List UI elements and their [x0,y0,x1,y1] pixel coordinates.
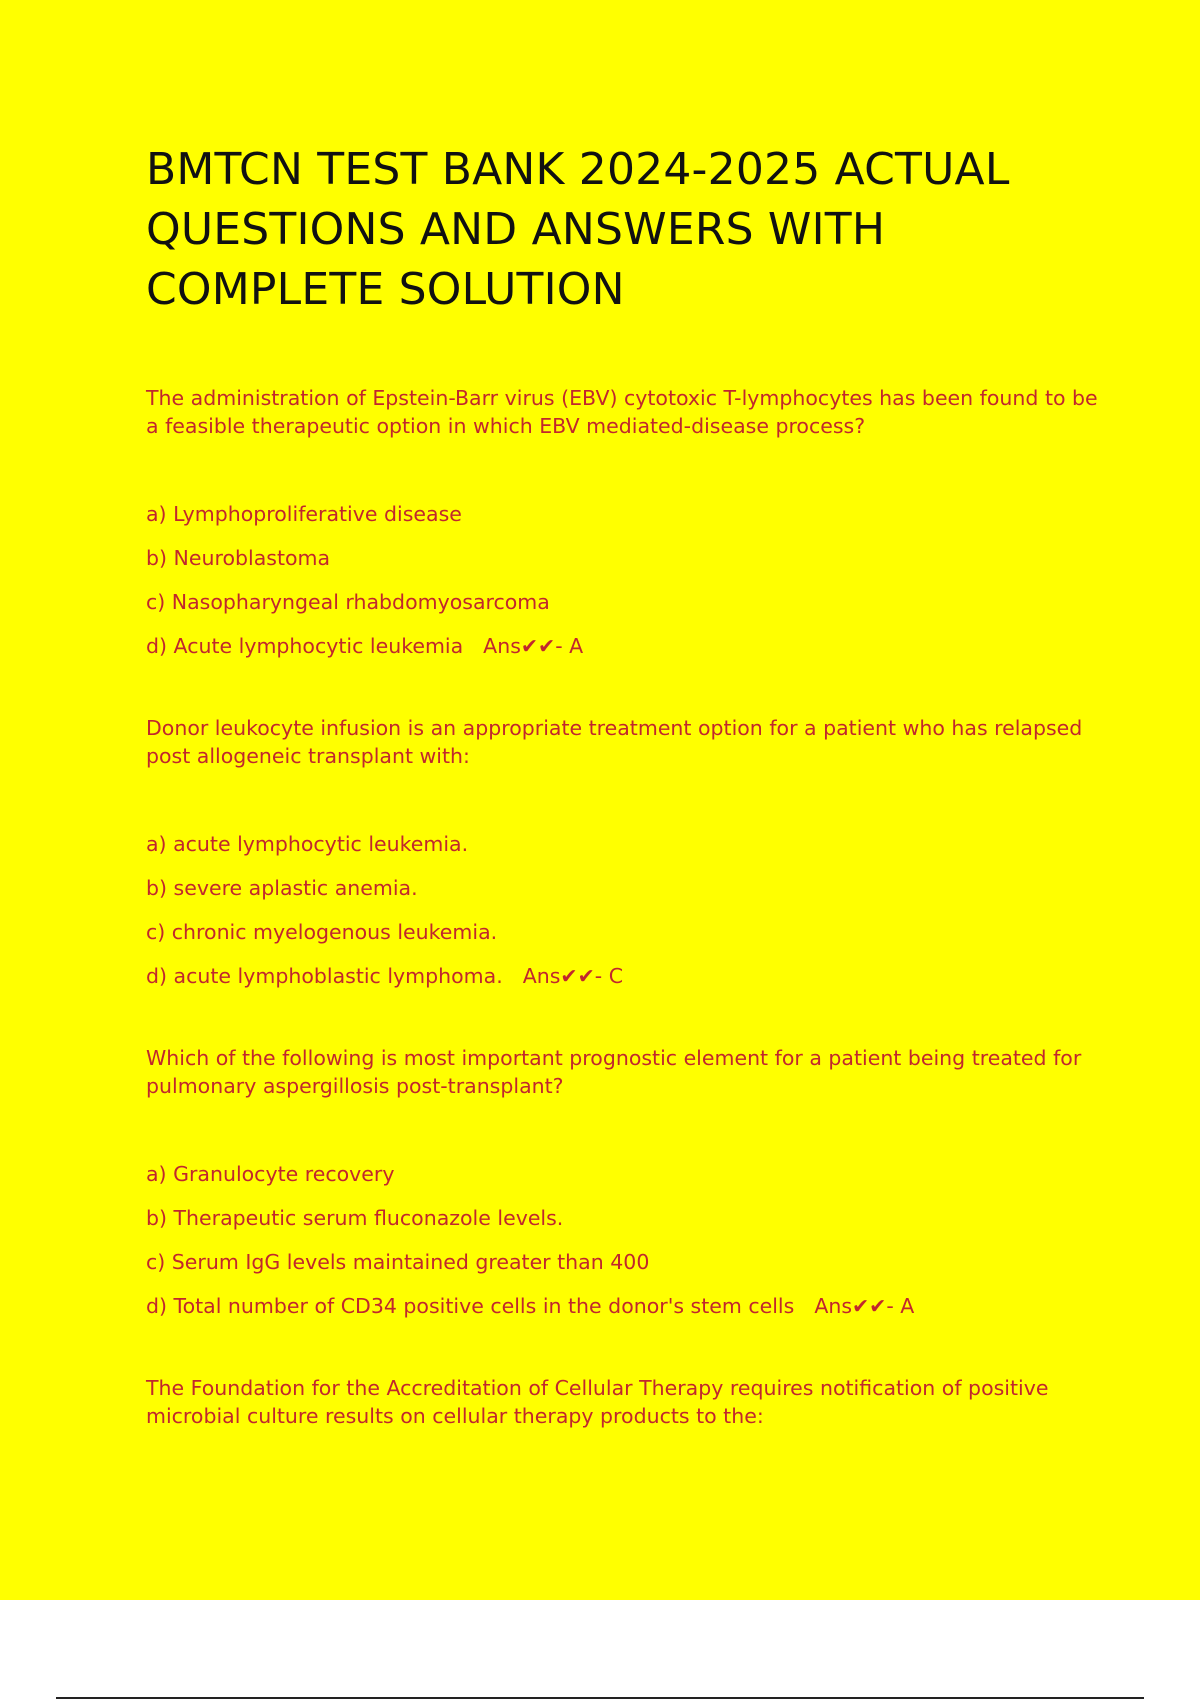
question-block [146,714,1106,990]
option-b: b) Neuroblastoma [146,546,331,570]
answer-key: Ans✔✔- C [522,964,624,988]
answer-key: Ans✔✔- A [483,634,584,658]
option-d: d) Total number of CD34 positive cells in the donor's stem cells [146,1294,795,1318]
option-d: d) acute lymphoblastic lymphoma. [146,964,503,988]
question-block [146,1374,1106,1430]
question-text: Which of the following is most important prognostic element for a patient being treated for pulmonary aspergillosis post-transplant? [146,1046,1082,1098]
document-content [146,140,1106,1430]
option-c: c) chronic myelogenous leukemia. [146,920,498,944]
option-a: a) Granulocyte recovery [146,1162,395,1186]
page-bottom-divider [56,1697,1144,1699]
option-d-with-answer [146,632,1106,660]
question-text: The administration of Epstein-Barr virus (EBV) cytotoxic T-lymphocytes has been found to be a feasible therapeutic option in which EBV mediated-disease process? [146,386,1098,438]
options-list [146,500,1106,660]
option-c: c) Serum IgG levels maintained greater than 400 [146,1250,650,1274]
question-text: The Foundation for the Accreditation of Cellular Therapy requires notification of positive microbial culture results on cellular therapy products to the: [146,1376,1049,1428]
document-title: BMTCN TEST BANK 2024-2025 ACTUAL QUESTIONS AND ANSWERS WITH COMPLETE SOLUTION [146,144,1010,315]
option-d-with-answer [146,962,1106,990]
options-list [146,830,1106,990]
option-d: d) Acute lymphocytic leukemia [146,634,464,658]
question-block [146,1044,1106,1320]
option-c: c) Nasopharyngeal rhabdomyosarcoma [146,590,550,614]
option-b: b) Therapeutic serum fluconazole levels. [146,1206,564,1230]
options-list [146,1160,1106,1320]
question-block [146,384,1106,660]
option-a: a) acute lymphocytic leukemia. [146,832,469,856]
question-text: Donor leukocyte infusion is an appropriate treatment option for a patient who has relapsed post allogeneic transplant with: [146,716,1083,768]
answer-key: Ans✔✔- A [814,1294,915,1318]
option-d-with-answer [146,1292,1106,1320]
option-b: b) severe aplastic anemia. [146,876,418,900]
option-a: a) Lymphoproliferative disease [146,502,462,526]
